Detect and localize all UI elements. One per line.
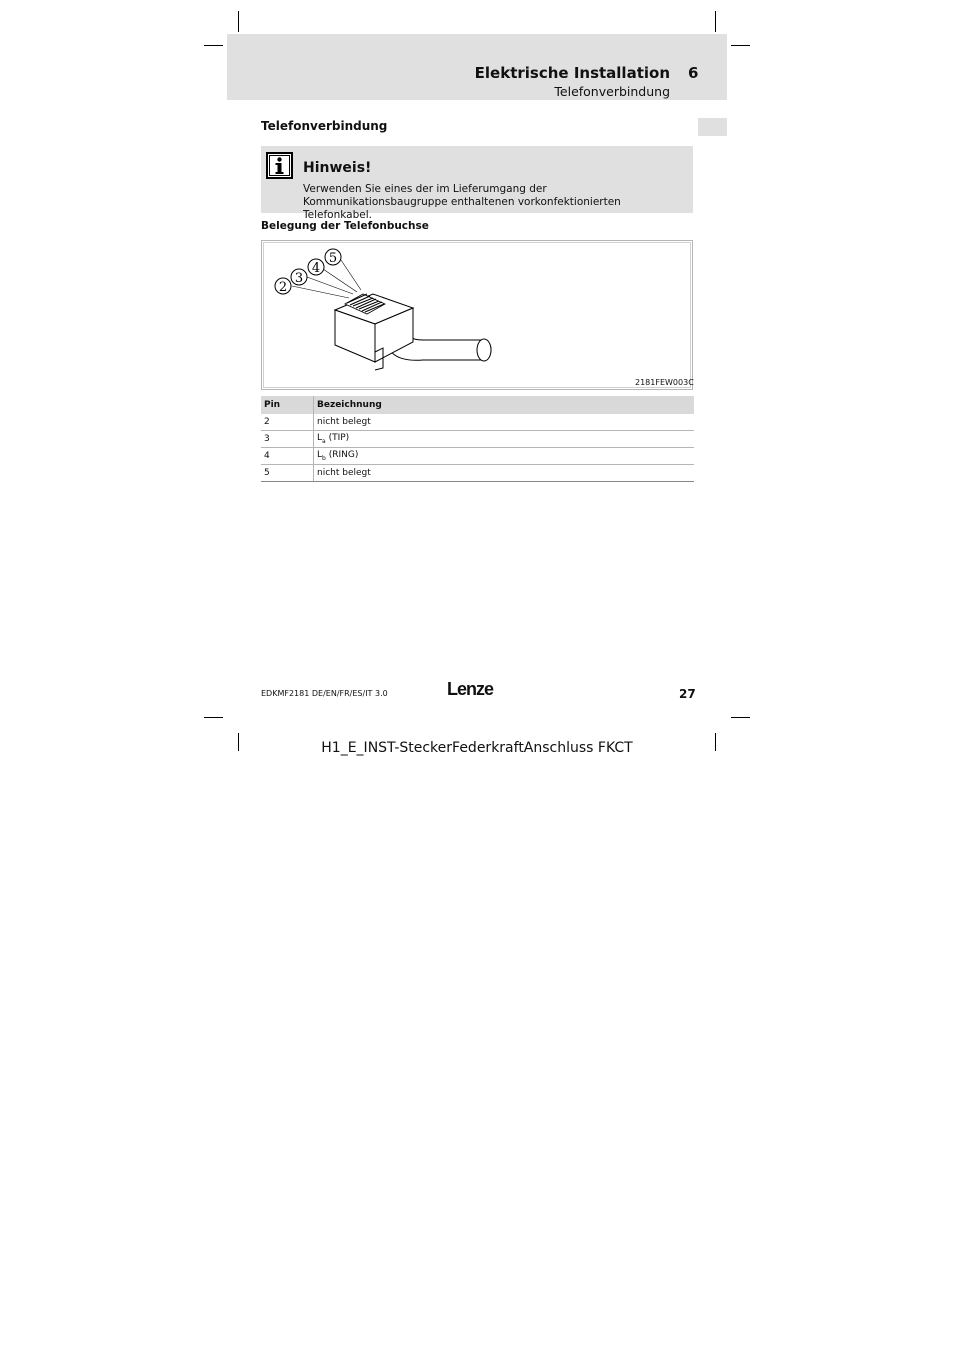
- pin-cell: 3: [261, 431, 314, 448]
- subsection-title: Belegung der Telefonbuchse: [261, 220, 429, 232]
- table-row: [261, 448, 694, 465]
- callout-2: 2: [278, 280, 288, 295]
- table-row: [261, 414, 694, 431]
- note-title: Hinweis!: [303, 160, 372, 176]
- phone-plug-drawing: [263, 242, 691, 388]
- section-title: Telefonverbindung: [261, 119, 388, 133]
- side-tab: [698, 118, 727, 136]
- crop-mark: [204, 717, 223, 718]
- crop-mark: [731, 45, 750, 46]
- label-cell: nicht belegt: [314, 414, 695, 431]
- pin-table: [261, 396, 694, 482]
- table-header-row: [261, 396, 694, 414]
- crop-mark: [238, 11, 239, 32]
- document-id: EDKMF2181 DE/EN/FR/ES/IT 3.0: [261, 689, 388, 698]
- crop-mark: [715, 11, 716, 32]
- label-cell: nicht belegt: [314, 465, 695, 482]
- crop-mark: [731, 717, 750, 718]
- note-text: Verwenden Sie eines der im Lieferumgang der Kommunikationsbaugruppe enthaltenen vorkonfektionierten Telefonkabel.: [303, 183, 621, 221]
- file-label: H1_E_INST-SteckerFederkraftAnschluss FKCT: [321, 740, 633, 756]
- figure-code: 2181FEW003C: [635, 378, 694, 387]
- label-cell: $L_b$ (RING): [314, 448, 695, 465]
- label-cell: $L_a$ (TIP): [314, 431, 695, 448]
- pin-cell: 5: [261, 465, 314, 482]
- column-header-bezeichnung: Bezeichnung: [314, 396, 695, 414]
- column-header-pin: Pin: [261, 396, 314, 414]
- callout-5: 5: [328, 251, 338, 266]
- chapter-subtitle: Telefonverbindung: [554, 84, 670, 99]
- info-icon: [266, 152, 293, 179]
- table-row: [261, 465, 694, 482]
- pin-cell: 4: [261, 448, 314, 465]
- chapter-number: 6: [688, 64, 699, 82]
- chapter-title: Elektrische Installation: [474, 64, 670, 82]
- page-number: 27: [679, 687, 696, 701]
- table-row: [261, 431, 694, 448]
- callout-3: 3: [294, 271, 304, 286]
- crop-mark: [204, 45, 223, 46]
- callout-4: 4: [311, 261, 321, 276]
- pin-cell: 2: [261, 414, 314, 431]
- lenze-logo: Lenze: [447, 679, 494, 699]
